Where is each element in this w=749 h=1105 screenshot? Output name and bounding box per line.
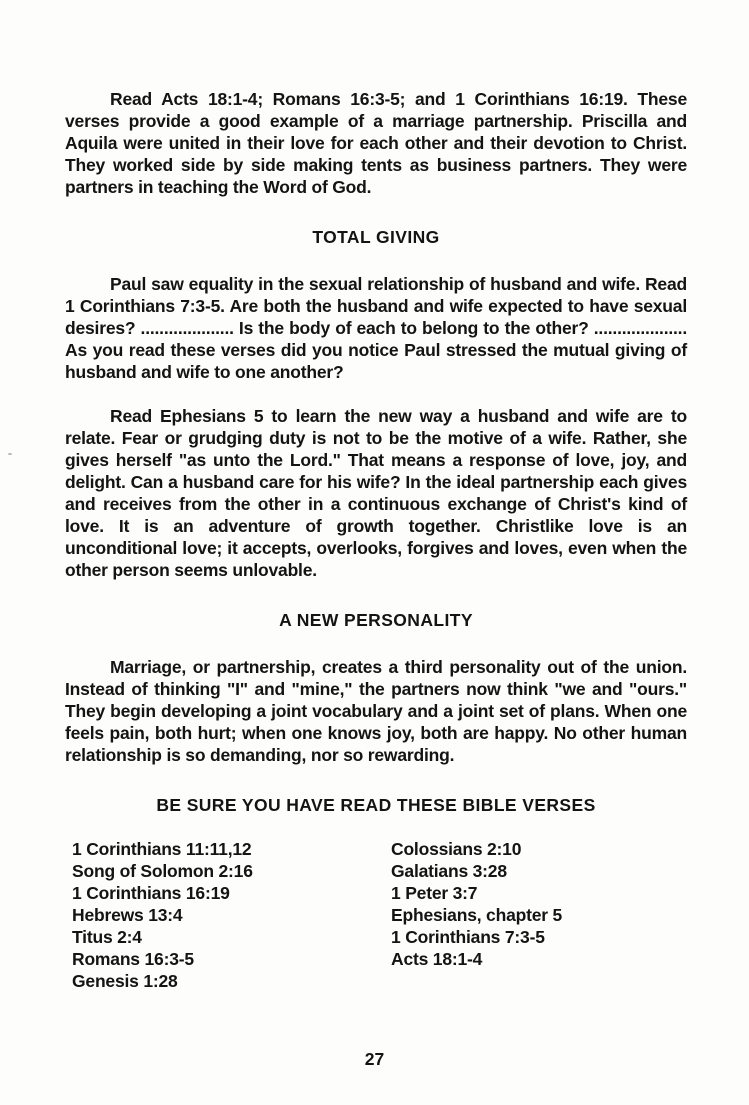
paragraph-equality: Paul saw equality in the sexual relationship of husband and wife. Read 1 Corinthians 7:3-5. Are both the husband and wife expected to have sexual desires? .................... Is the body of each to belong to the other? .................... As you read these verses did you notice Paul stressed the mutual giving of husband and wife to one another? — [65, 274, 687, 382]
page-number: 27 — [364, 1049, 385, 1069]
section-heading-bible-verses: BE SURE YOU HAVE READ THESE BIBLE VERSES — [156, 795, 596, 815]
verse-column-left — [72, 838, 391, 992]
paragraph-ephesians: Read Ephesians 5 to learn the new way a husband and wife are to relate. Fear or grudging duty is not to be the motive of a wife. Rather, she gives herself "as unto the Lord." That means a response of love, joy, and delight. Can a husband care for his wife? In the ideal partnership each gives and receives from the other in a continuous exchange of Christ's kind of love. It is an adventure of growth together. Christlike love is an unconditional love; it accepts, overlooks, forgives and loves, even when the other person seems unlovable. — [65, 406, 687, 580]
verse-column-right — [391, 838, 687, 992]
paragraph-priscilla-aquila: Read Acts 18:1-4; Romans 16:3-5; and 1 Corinthians 16:19. These verses provide a good example of a marriage partnership. Priscilla and Aquila were united in their love for each other and their devotion to Christ. They worked side by side making tents as business partners. They were partners in teaching the Word of God. — [65, 89, 687, 197]
list-item: Genesis 1:28 — [72, 971, 178, 991]
list-item: 1 Corinthians 16:19 — [72, 883, 230, 903]
list-item: Hebrews 13:4 — [72, 905, 183, 925]
paragraph-third-personality: Marriage, or partnership, creates a third personality out of the union. Instead of thinking "I" and "mine," the partners now think "we and "ours." They begin developing a joint vocabulary and a joint set of plans. When one feels pain, both hurt; when one knows joy, both are happy. No other human relationship is so demanding, nor so rewarding. — [65, 657, 687, 765]
list-item: Acts 18:1-4 — [391, 949, 483, 969]
section-heading-new-personality: A NEW PERSONALITY — [279, 610, 473, 630]
list-item: Song of Solomon 2:16 — [72, 861, 253, 881]
list-item: Galatians 3:28 — [391, 861, 507, 881]
bible-verse-list — [72, 838, 687, 992]
list-item: Titus 2:4 — [72, 927, 142, 947]
list-item: 1 Peter 3:7 — [391, 883, 478, 903]
list-item: Ephesians, chapter 5 — [391, 905, 563, 925]
list-item: 1 Corinthians 11:11,12 — [72, 839, 252, 859]
list-item: Romans 16:3-5 — [72, 949, 194, 969]
list-item: 1 Corinthians 7:3-5 — [391, 927, 545, 947]
section-heading-total-giving: TOTAL GIVING — [312, 227, 440, 247]
list-item: Colossians 2:10 — [391, 839, 522, 859]
page-content — [65, 88, 687, 992]
scan-artifact — [8, 453, 12, 455]
